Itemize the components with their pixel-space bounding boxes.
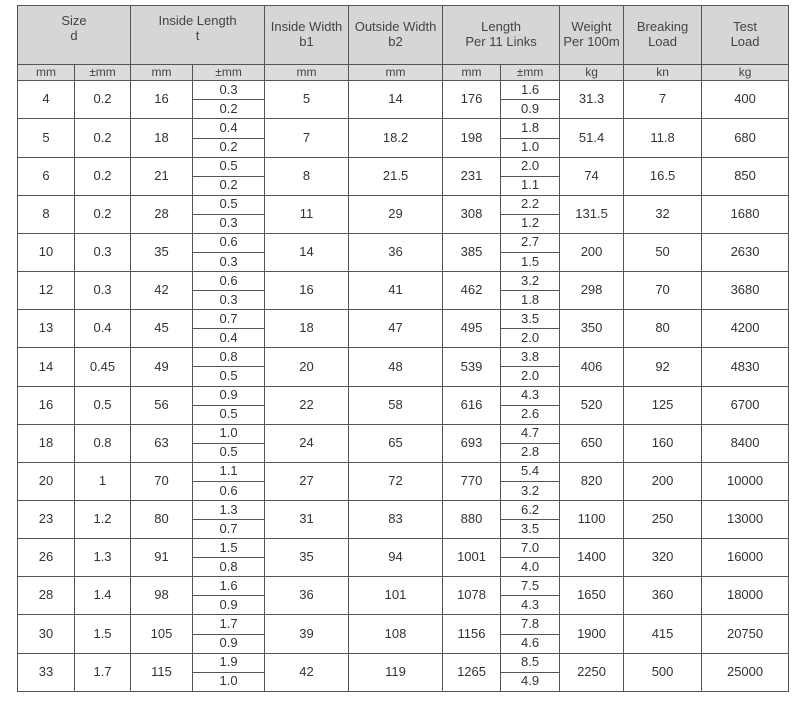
tolerance-upper: 3.2 bbox=[501, 272, 559, 291]
inside-width-cell: 20 bbox=[265, 348, 349, 386]
size-d-cell: 8 bbox=[18, 195, 75, 233]
inside-width-cell: 7 bbox=[265, 119, 349, 157]
header-inside-width bbox=[265, 6, 349, 65]
tolerance-lower: 0.3 bbox=[219, 253, 238, 269]
tolerance-upper: 0.5 bbox=[193, 158, 264, 177]
length-tolerance-cell bbox=[501, 615, 560, 653]
size-d-cell: 26 bbox=[18, 539, 75, 577]
weight-cell: 1900 bbox=[560, 615, 624, 653]
length-tolerance-cell bbox=[501, 157, 560, 195]
size-d-cell: 13 bbox=[18, 310, 75, 348]
size-tolerance-cell: 0.2 bbox=[75, 195, 131, 233]
size-d-cell: 10 bbox=[18, 233, 75, 271]
size-tolerance-cell: 0.4 bbox=[75, 310, 131, 348]
size-d-cell: 18 bbox=[18, 424, 75, 462]
inside-width-cell: 18 bbox=[265, 310, 349, 348]
test-load-cell: 8400 bbox=[702, 424, 789, 462]
unit-cell: mm bbox=[131, 64, 193, 81]
header-outside-width-label: Outside Width bbox=[354, 18, 437, 34]
weight-cell: 31.3 bbox=[560, 81, 624, 119]
header-test-load bbox=[702, 6, 789, 65]
test-load-cell: 1680 bbox=[702, 195, 789, 233]
inside-length-tolerance-cell bbox=[193, 615, 265, 653]
size-d-cell: 16 bbox=[18, 386, 75, 424]
tolerance-upper: 7.5 bbox=[501, 577, 559, 596]
length-tolerance-cell bbox=[501, 424, 560, 462]
size-tolerance-cell: 0.5 bbox=[75, 386, 131, 424]
outside-width-cell: 48 bbox=[349, 348, 443, 386]
inside-width-cell: 36 bbox=[265, 577, 349, 615]
size-tolerance-cell: 0.2 bbox=[75, 157, 131, 195]
tolerance-lower: 1.0 bbox=[219, 673, 238, 689]
size-tolerance-cell: 0.8 bbox=[75, 424, 131, 462]
breaking-load-cell: 250 bbox=[624, 501, 702, 539]
length-tolerance-cell bbox=[501, 462, 560, 500]
length-per-11-links-cell: 176 bbox=[443, 81, 501, 119]
unit-cell: kg bbox=[702, 64, 789, 81]
unit-cell: kn bbox=[624, 64, 702, 81]
breaking-load-cell: 92 bbox=[624, 348, 702, 386]
tolerance-lower: 0.4 bbox=[219, 329, 238, 345]
weight-cell: 2250 bbox=[560, 653, 624, 691]
tolerance-upper: 1.1 bbox=[193, 463, 264, 482]
tolerance-upper: 1.6 bbox=[501, 81, 559, 100]
weight-cell: 200 bbox=[560, 233, 624, 271]
table-row bbox=[18, 81, 789, 119]
inside-length-cell: 16 bbox=[131, 81, 193, 119]
size-tolerance-cell: 1.3 bbox=[75, 539, 131, 577]
unit-cell: mm bbox=[265, 64, 349, 81]
test-load-cell: 25000 bbox=[702, 653, 789, 691]
inside-width-cell: 5 bbox=[265, 81, 349, 119]
weight-cell: 1400 bbox=[560, 539, 624, 577]
header-inside-length-label: Inside Length bbox=[158, 13, 237, 28]
header-inside-length bbox=[131, 6, 265, 65]
table-row bbox=[18, 272, 789, 310]
tolerance-upper: 4.7 bbox=[501, 425, 559, 444]
header-size-label: Size bbox=[61, 13, 87, 28]
test-load-cell: 3680 bbox=[702, 272, 789, 310]
outside-width-cell: 58 bbox=[349, 386, 443, 424]
size-tolerance-cell: 1.7 bbox=[75, 653, 131, 691]
inside-width-cell: 14 bbox=[265, 233, 349, 271]
header-test-label: Test bbox=[733, 18, 757, 34]
size-d-cell: 28 bbox=[18, 577, 75, 615]
length-tolerance-cell bbox=[501, 501, 560, 539]
tolerance-upper: 1.0 bbox=[193, 425, 264, 444]
length-per-11-links-cell: 1156 bbox=[443, 615, 501, 653]
tolerance-lower: 4.9 bbox=[521, 673, 540, 689]
tolerance-upper: 2.0 bbox=[501, 158, 559, 177]
outside-width-cell: 101 bbox=[349, 577, 443, 615]
tolerance-lower: 0.6 bbox=[219, 482, 238, 498]
inside-length-cell: 115 bbox=[131, 653, 193, 691]
table-row bbox=[18, 119, 789, 157]
tolerance-lower: 0.9 bbox=[219, 635, 238, 651]
tolerance-upper: 0.4 bbox=[193, 119, 264, 138]
tolerance-upper: 1.3 bbox=[193, 501, 264, 520]
breaking-load-cell: 11.8 bbox=[624, 119, 702, 157]
unit-cell: kg bbox=[560, 64, 624, 81]
outside-width-cell: 36 bbox=[349, 233, 443, 271]
tolerance-upper: 0.9 bbox=[193, 387, 264, 406]
size-tolerance-cell: 0.3 bbox=[75, 272, 131, 310]
size-tolerance-cell: 1.5 bbox=[75, 615, 131, 653]
length-per-11-links-cell: 198 bbox=[443, 119, 501, 157]
table-row bbox=[18, 310, 789, 348]
inside-width-cell: 42 bbox=[265, 653, 349, 691]
inside-width-cell: 8 bbox=[265, 157, 349, 195]
breaking-load-cell: 160 bbox=[624, 424, 702, 462]
size-d-cell: 14 bbox=[18, 348, 75, 386]
inside-length-tolerance-cell bbox=[193, 310, 265, 348]
tolerance-lower: 0.3 bbox=[219, 291, 238, 307]
header-weight bbox=[560, 6, 624, 65]
tolerance-upper: 6.2 bbox=[501, 501, 559, 520]
weight-cell: 350 bbox=[560, 310, 624, 348]
inside-length-tolerance-cell bbox=[193, 539, 265, 577]
header-inside-length-symbol: t bbox=[195, 27, 200, 43]
tolerance-upper: 7.8 bbox=[501, 615, 559, 634]
tolerance-lower: 1.8 bbox=[521, 291, 540, 307]
inside-length-tolerance-cell bbox=[193, 462, 265, 500]
test-load-cell: 10000 bbox=[702, 462, 789, 500]
tolerance-lower: 2.8 bbox=[521, 444, 540, 460]
breaking-load-cell: 200 bbox=[624, 462, 702, 500]
tolerance-upper: 0.5 bbox=[193, 196, 264, 215]
breaking-load-cell: 16.5 bbox=[624, 157, 702, 195]
tolerance-lower: 0.7 bbox=[219, 520, 238, 536]
inside-length-cell: 49 bbox=[131, 348, 193, 386]
unit-cell: ±mm bbox=[501, 64, 560, 81]
breaking-load-cell: 70 bbox=[624, 272, 702, 310]
tolerance-upper: 3.8 bbox=[501, 348, 559, 367]
tolerance-upper: 0.3 bbox=[193, 81, 264, 100]
weight-cell: 298 bbox=[560, 272, 624, 310]
tolerance-lower: 2.0 bbox=[521, 368, 540, 384]
tolerance-upper: 7.0 bbox=[501, 539, 559, 558]
header-size-symbol: d bbox=[70, 27, 78, 43]
length-tolerance-cell bbox=[501, 195, 560, 233]
length-tolerance-cell bbox=[501, 386, 560, 424]
weight-cell: 650 bbox=[560, 424, 624, 462]
units-row bbox=[18, 64, 789, 81]
tolerance-upper: 1.7 bbox=[193, 615, 264, 634]
table-body bbox=[18, 81, 789, 692]
header-outside-width bbox=[349, 6, 443, 65]
test-load-cell: 18000 bbox=[702, 577, 789, 615]
length-per-11-links-cell: 1001 bbox=[443, 539, 501, 577]
length-per-11-links-cell: 308 bbox=[443, 195, 501, 233]
tolerance-lower: 2.6 bbox=[521, 406, 540, 422]
header-test-sub: Load bbox=[730, 33, 760, 49]
outside-width-cell: 18.2 bbox=[349, 119, 443, 157]
tolerance-lower: 4.3 bbox=[521, 596, 540, 612]
tolerance-upper: 1.9 bbox=[193, 654, 264, 673]
weight-cell: 74 bbox=[560, 157, 624, 195]
breaking-load-cell: 32 bbox=[624, 195, 702, 233]
tolerance-lower: 4.6 bbox=[521, 635, 540, 651]
tolerance-lower: 0.2 bbox=[219, 100, 238, 116]
length-per-11-links-cell: 539 bbox=[443, 348, 501, 386]
unit-cell: mm bbox=[443, 64, 501, 81]
tolerance-lower: 1.5 bbox=[521, 253, 540, 269]
header-length bbox=[443, 6, 560, 65]
table-row bbox=[18, 386, 789, 424]
inside-length-tolerance-cell bbox=[193, 233, 265, 271]
size-tolerance-cell: 0.2 bbox=[75, 81, 131, 119]
outside-width-cell: 108 bbox=[349, 615, 443, 653]
length-per-11-links-cell: 770 bbox=[443, 462, 501, 500]
header-length-sub: Per 11 Links bbox=[465, 33, 537, 49]
unit-cell: mm bbox=[349, 64, 443, 81]
inside-length-cell: 56 bbox=[131, 386, 193, 424]
weight-cell: 1100 bbox=[560, 501, 624, 539]
tolerance-upper: 5.4 bbox=[501, 463, 559, 482]
weight-cell: 406 bbox=[560, 348, 624, 386]
header-breaking-load bbox=[624, 6, 702, 65]
table-row bbox=[18, 233, 789, 271]
test-load-cell: 20750 bbox=[702, 615, 789, 653]
inside-width-cell: 27 bbox=[265, 462, 349, 500]
length-tolerance-cell bbox=[501, 348, 560, 386]
table-row bbox=[18, 501, 789, 539]
header-length-label: Length bbox=[481, 18, 521, 34]
test-load-cell: 4200 bbox=[702, 310, 789, 348]
breaking-load-cell: 50 bbox=[624, 233, 702, 271]
unit-cell: mm bbox=[18, 64, 75, 81]
weight-cell: 520 bbox=[560, 386, 624, 424]
tolerance-lower: 0.8 bbox=[219, 558, 238, 574]
size-tolerance-cell: 0.3 bbox=[75, 233, 131, 271]
weight-cell: 1650 bbox=[560, 577, 624, 615]
inside-length-tolerance-cell bbox=[193, 157, 265, 195]
test-load-cell: 2630 bbox=[702, 233, 789, 271]
tolerance-upper: 0.7 bbox=[193, 310, 264, 329]
header-outside-width-symbol: b2 bbox=[388, 33, 403, 49]
length-per-11-links-cell: 495 bbox=[443, 310, 501, 348]
length-tolerance-cell bbox=[501, 272, 560, 310]
inside-length-tolerance-cell bbox=[193, 272, 265, 310]
length-tolerance-cell bbox=[501, 233, 560, 271]
tolerance-upper: 8.5 bbox=[501, 654, 559, 673]
breaking-load-cell: 500 bbox=[624, 653, 702, 691]
inside-length-cell: 70 bbox=[131, 462, 193, 500]
inside-length-cell: 42 bbox=[131, 272, 193, 310]
size-d-cell: 4 bbox=[18, 81, 75, 119]
outside-width-cell: 14 bbox=[349, 81, 443, 119]
inside-length-cell: 21 bbox=[131, 157, 193, 195]
inside-length-tolerance-cell bbox=[193, 501, 265, 539]
tolerance-upper: 1.6 bbox=[193, 577, 264, 596]
inside-length-tolerance-cell bbox=[193, 195, 265, 233]
size-tolerance-cell: 1.4 bbox=[75, 577, 131, 615]
inside-length-tolerance-cell bbox=[193, 348, 265, 386]
breaking-load-cell: 360 bbox=[624, 577, 702, 615]
test-load-cell: 850 bbox=[702, 157, 789, 195]
inside-width-cell: 16 bbox=[265, 272, 349, 310]
outside-width-cell: 119 bbox=[349, 653, 443, 691]
inside-length-cell: 105 bbox=[131, 615, 193, 653]
chain-spec-table bbox=[17, 5, 789, 692]
length-per-11-links-cell: 693 bbox=[443, 424, 501, 462]
size-d-cell: 20 bbox=[18, 462, 75, 500]
length-per-11-links-cell: 231 bbox=[443, 157, 501, 195]
tolerance-upper: 2.7 bbox=[501, 234, 559, 253]
inside-length-cell: 28 bbox=[131, 195, 193, 233]
inside-length-tolerance-cell bbox=[193, 386, 265, 424]
size-d-cell: 12 bbox=[18, 272, 75, 310]
outside-width-cell: 47 bbox=[349, 310, 443, 348]
header-breaking-sub: Load bbox=[648, 33, 677, 49]
tolerance-lower: 3.5 bbox=[521, 520, 540, 536]
inside-length-tolerance-cell bbox=[193, 424, 265, 462]
size-tolerance-cell: 0.2 bbox=[75, 119, 131, 157]
tolerance-lower: 0.2 bbox=[219, 139, 238, 155]
tolerance-lower: 0.3 bbox=[219, 215, 238, 231]
breaking-load-cell: 415 bbox=[624, 615, 702, 653]
size-d-cell: 30 bbox=[18, 615, 75, 653]
inside-length-tolerance-cell bbox=[193, 81, 265, 119]
breaking-load-cell: 80 bbox=[624, 310, 702, 348]
tolerance-upper: 3.5 bbox=[501, 310, 559, 329]
breaking-load-cell: 320 bbox=[624, 539, 702, 577]
length-per-11-links-cell: 462 bbox=[443, 272, 501, 310]
test-load-cell: 4830 bbox=[702, 348, 789, 386]
length-per-11-links-cell: 880 bbox=[443, 501, 501, 539]
length-per-11-links-cell: 1265 bbox=[443, 653, 501, 691]
table-row bbox=[18, 653, 789, 691]
tolerance-lower: 0.9 bbox=[219, 596, 238, 612]
table-row bbox=[18, 577, 789, 615]
length-tolerance-cell bbox=[501, 81, 560, 119]
length-per-11-links-cell: 385 bbox=[443, 233, 501, 271]
header-inside-width-label: Inside Width bbox=[270, 18, 343, 34]
length-per-11-links-cell: 1078 bbox=[443, 577, 501, 615]
table-row bbox=[18, 424, 789, 462]
weight-cell: 51.4 bbox=[560, 119, 624, 157]
tolerance-lower: 1.2 bbox=[521, 215, 540, 231]
inside-length-cell: 35 bbox=[131, 233, 193, 271]
test-load-cell: 6700 bbox=[702, 386, 789, 424]
outside-width-cell: 94 bbox=[349, 539, 443, 577]
inside-length-tolerance-cell bbox=[193, 653, 265, 691]
table-row bbox=[18, 195, 789, 233]
size-tolerance-cell: 0.45 bbox=[75, 348, 131, 386]
inside-width-cell: 39 bbox=[265, 615, 349, 653]
inside-length-cell: 98 bbox=[131, 577, 193, 615]
breaking-load-cell: 125 bbox=[624, 386, 702, 424]
header-size bbox=[18, 6, 131, 65]
table-row bbox=[18, 348, 789, 386]
tolerance-upper: 0.6 bbox=[193, 234, 264, 253]
length-tolerance-cell bbox=[501, 577, 560, 615]
table-row bbox=[18, 157, 789, 195]
length-tolerance-cell bbox=[501, 119, 560, 157]
tolerance-lower: 4.0 bbox=[521, 558, 540, 574]
table-row bbox=[18, 462, 789, 500]
tolerance-upper: 4.3 bbox=[501, 387, 559, 406]
tolerance-lower: 3.2 bbox=[521, 482, 540, 498]
outside-width-cell: 29 bbox=[349, 195, 443, 233]
inside-width-cell: 35 bbox=[265, 539, 349, 577]
tolerance-lower: 0.5 bbox=[219, 444, 238, 460]
table-header-row bbox=[18, 6, 789, 65]
weight-cell: 820 bbox=[560, 462, 624, 500]
inside-width-cell: 24 bbox=[265, 424, 349, 462]
inside-length-cell: 45 bbox=[131, 310, 193, 348]
inside-length-cell: 18 bbox=[131, 119, 193, 157]
outside-width-cell: 65 bbox=[349, 424, 443, 462]
inside-width-cell: 11 bbox=[265, 195, 349, 233]
tolerance-lower: 1.1 bbox=[521, 177, 540, 193]
tolerance-lower: 0.9 bbox=[521, 100, 540, 116]
length-tolerance-cell bbox=[501, 539, 560, 577]
tolerance-lower: 1.0 bbox=[521, 139, 540, 155]
header-weight-label: Weight bbox=[571, 18, 612, 34]
size-d-cell: 5 bbox=[18, 119, 75, 157]
outside-width-cell: 21.5 bbox=[349, 157, 443, 195]
length-per-11-links-cell: 616 bbox=[443, 386, 501, 424]
size-d-cell: 23 bbox=[18, 501, 75, 539]
length-tolerance-cell bbox=[501, 310, 560, 348]
test-load-cell: 16000 bbox=[702, 539, 789, 577]
inside-length-cell: 63 bbox=[131, 424, 193, 462]
tolerance-upper: 0.8 bbox=[193, 348, 264, 367]
inside-width-cell: 22 bbox=[265, 386, 349, 424]
outside-width-cell: 41 bbox=[349, 272, 443, 310]
size-tolerance-cell: 1.2 bbox=[75, 501, 131, 539]
unit-cell: ±mm bbox=[75, 64, 131, 81]
test-load-cell: 400 bbox=[702, 81, 789, 119]
unit-cell: ±mm bbox=[193, 64, 265, 81]
tolerance-lower: 0.5 bbox=[219, 406, 238, 422]
tolerance-upper: 1.8 bbox=[501, 119, 559, 138]
tolerance-upper: 0.6 bbox=[193, 272, 264, 291]
test-load-cell: 680 bbox=[702, 119, 789, 157]
tolerance-lower: 2.0 bbox=[521, 329, 540, 345]
weight-cell: 131.5 bbox=[560, 195, 624, 233]
breaking-load-cell: 7 bbox=[624, 81, 702, 119]
table-row bbox=[18, 615, 789, 653]
test-load-cell: 13000 bbox=[702, 501, 789, 539]
header-inside-width-symbol: b1 bbox=[299, 33, 314, 49]
size-tolerance-cell: 1 bbox=[75, 462, 131, 500]
inside-width-cell: 31 bbox=[265, 501, 349, 539]
tolerance-upper: 2.2 bbox=[501, 196, 559, 215]
outside-width-cell: 83 bbox=[349, 501, 443, 539]
tolerance-upper: 1.5 bbox=[193, 539, 264, 558]
table-row bbox=[18, 539, 789, 577]
inside-length-cell: 80 bbox=[131, 501, 193, 539]
tolerance-lower: 0.5 bbox=[219, 368, 238, 384]
header-breaking-label: Breaking bbox=[636, 18, 689, 34]
outside-width-cell: 72 bbox=[349, 462, 443, 500]
tolerance-lower: 0.2 bbox=[219, 177, 238, 193]
inside-length-tolerance-cell bbox=[193, 119, 265, 157]
size-d-cell: 6 bbox=[18, 157, 75, 195]
inside-length-cell: 91 bbox=[131, 539, 193, 577]
header-weight-sub: Per 100m bbox=[563, 33, 620, 49]
size-d-cell: 33 bbox=[18, 653, 75, 691]
inside-length-tolerance-cell bbox=[193, 577, 265, 615]
length-tolerance-cell bbox=[501, 653, 560, 691]
